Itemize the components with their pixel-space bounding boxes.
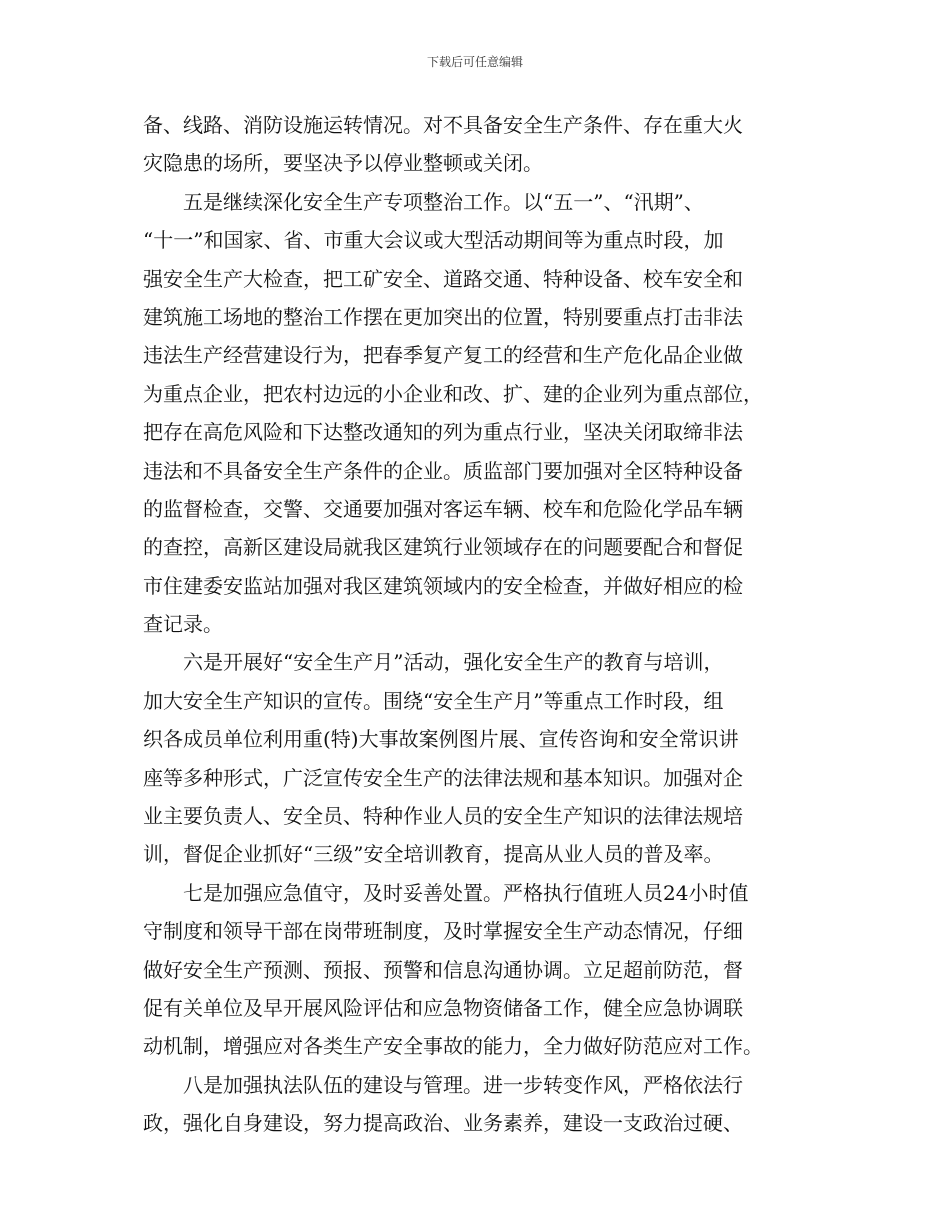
text-line: 强安全生产大检查，把工矿安全、道路交通、特种设备、校车安全和 (143, 266, 743, 291)
text-line: 的监督检查，交警、交通要加强对客运车辆、校车和危险化学品车辆 (143, 496, 743, 521)
text-line: 建筑施工场地的整治工作摆在更加突出的位置，特别要重点打击非法 (143, 304, 743, 329)
text-line: 违法和不具备安全生产条件的企业。质监部门要加强对全区特种设备 (143, 458, 743, 483)
text-line: 训，督促企业抓好“三级”安全培训教育，提高从业人员的普及率。 (143, 842, 724, 867)
text-line: 查记录。 (143, 612, 223, 637)
page-header: 下载后可任意编辑 (426, 55, 523, 69)
text-line: 六是开展好“安全生产月”活动，强化安全生产的教育与培训， (183, 650, 724, 675)
text-line: 政，强化自身建设，努力提高政治、业务素养，建设一支政治过硬、 (143, 1111, 743, 1136)
text-line: 把存在高危风险和下达整改通知的列为重点行业，坚决关闭取缔非法 (143, 420, 743, 445)
text-line: 加大安全生产知识的宣传。围绕“安全生产月”等重点工作时段，组 (143, 688, 724, 713)
text-line: 守制度和领导干部在岗带班制度，及时掌握安全生产动态情况，仔细 (143, 919, 743, 944)
text-line: 做好安全生产预测、预报、预警和信息沟通协调。立足超前防范，督 (143, 957, 743, 982)
text-line: 织各成员单位利用重(特)大事故案例图片展、宣传咨询和安全常识讲 (143, 727, 739, 752)
text-line: 促有关单位及早开展风险评估和应急物资储备工作，健全应急协调联 (143, 995, 743, 1020)
text-line: 业主要负责人、安全员、特种作业人员的安全生产知识的法律法规培 (143, 804, 743, 829)
text-line: “十一”和国家、省、市重大会议或大型活动期间等为重点时段，加 (143, 228, 724, 253)
text-line: 为重点企业，把农村边远的小企业和改、扩、建的企业列为重点部位， (143, 381, 763, 406)
text-line: 动机制，增强应对各类生产安全事故的能力，全力做好防范应对工作。 (143, 1034, 763, 1059)
text-line: 备、线路、消防设施运转情况。对不具备安全生产条件、存在重大火 (143, 113, 743, 137)
text-line: 违法生产经营建设行为，把春季复产复工的经营和生产危化品企业做 (143, 343, 743, 368)
text-line: 市住建委安监站加强对我区建筑领域内的安全检查，并做好相应的检 (143, 573, 743, 598)
text-line: 灾隐患的场所，要坚决予以停业整顿或关闭。 (143, 151, 543, 176)
text-line: 的查控，高新区建设局就我区建筑行业领域存在的问题要配合和督促 (143, 535, 743, 560)
text-line: 八是加强执法队伍的建设与管理。进一步转变作风，严格依法行 (183, 1072, 743, 1097)
text-line: 七是加强应急值守，及时妥善处置。严格执行值班人员24小时值 (183, 880, 749, 905)
text-line: 五是继续深化安全生产专项整治工作。以“五一”、“汛期”、 (183, 189, 704, 214)
document-body (143, 106, 807, 1143)
text-line: 座等多种形式，广泛宣传安全生产的法律法规和基本知识。加强对企 (143, 765, 743, 790)
